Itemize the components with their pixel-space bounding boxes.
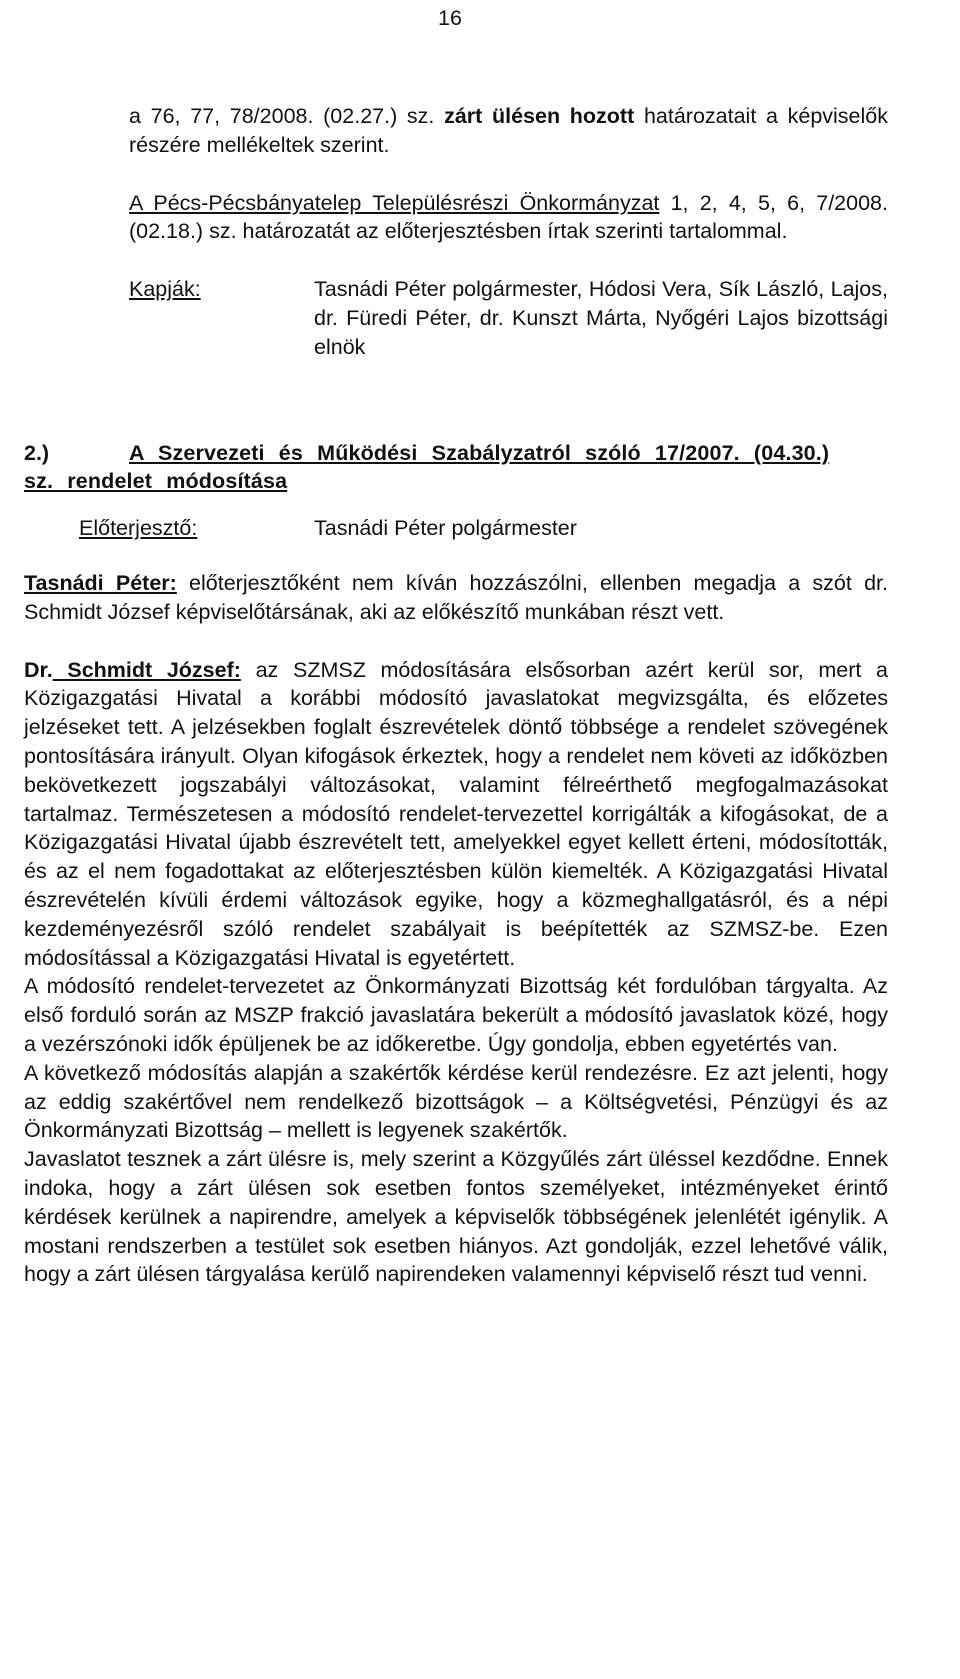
section-number: 2.)	[24, 440, 50, 465]
statement-schmidt	[24, 656, 888, 973]
section-title-line-2: sz. rendelet módosítása	[24, 469, 288, 494]
local-government-name: A Pécs-Pécsbányatelep Településrészi Önkormányzat	[129, 190, 660, 215]
closed-session-emphasis: zárt ülésen hozott	[444, 104, 635, 128]
statement-text: az SZMSZ módosítására elsősorban azért kerül sor, mert a Közigazgatási Hivatal a korábbi módosító javaslatokat megvizsgálta, és előzetes jelzéseket tett. A jelzésekben foglalt észrevételek döntő többsége a rendelet szövegének pontosítására irányult. Olyan kifogások érkeztek, hogy a rendelet nem követi az időközben bekövetkezett jogszabályi változásokat, valamint félreérthető megfogalmazásokat tartalmaz. Természetesen a módosító rendelet-tervezettel korrigálták a kifogásokat, de a Közigazgatási Hivatal újabb észrevételt tett, amelyekkel egyet kellett érteni, módosították, és az el nem fogadottakat az előterjesztésben külön kiemelték. A Közigazgatási Hivatal észrevételén kívüli érdemi változások egyike, hogy a közmeghallgatásról, és a népi kezdeményezésről szóló rendelet szabályait is beépítették az SZMSZ-be. Ezen módosítással a Közigazgatási Hivatal is egyetértett.	[24, 657, 888, 970]
document-body	[24, 102, 888, 1289]
statement-text: előterjesztőként nem kíván hozzászólni, ellenben megadja a szót dr. Schmidt József képviselőtársának, aki az előkészítő munkában részt vett.	[24, 570, 888, 624]
speaker-title: Dr.	[24, 657, 53, 682]
intro-paragraph-2	[129, 189, 888, 247]
intro-text: a 76, 77, 78/2008. (02.27.) sz.	[129, 104, 445, 128]
section-title-line-1: A Szervezeti és Működési Szabályzatról szóló 17/2007. (04.30.)	[129, 440, 830, 465]
intro-text-2: 1, 2, 4, 5, 6, 7/2008. (02.18.) sz. határozatát az előterjesztésben írtak szerinti tartalommal.	[129, 190, 888, 244]
presenter-row	[79, 514, 888, 543]
recipients-label: Kapják:	[129, 277, 201, 302]
intro-paragraph-1	[129, 102, 888, 160]
paragraph-1: A módosító rendelet-tervezetet az Önkormányzati Bizottság két fordulóban tárgyalta. Az első forduló során az MSZP frakció javaslatára bekerült a módosító javaslatok közé, hogy a vezérszónoki idők épüljenek be az időkeretbe. Úgy gondolja, ebben egyetértés van.	[24, 974, 888, 1056]
presenter-label: Előterjesztő:	[79, 516, 198, 541]
recipients-row	[129, 275, 888, 361]
presenter-value: Tasnádi Péter polgármester	[314, 516, 577, 541]
paragraph-2: A következő módosítás alapján a szakértők kérdése kerül rendezésre. Ez azt jelenti, hogy az eddig szakértővel nem rendelkező bizottságok – a Költségvetési, Pénzügyi és az Önkormányzati Bizottság – mellett is legyenek szakértők.	[24, 1060, 888, 1143]
recipients-value: Tasnádi Péter polgármester, Hódosi Vera, Sík László, Lajos, dr. Füredi Péter, dr. Kunszt Márta, Nyőgéri Lajos bizottsági elnök	[314, 277, 888, 359]
paragraph-3: Javaslatot tesznek a zárt ülésre is, mely szerint a Közgyűlés zárt üléssel kezdődne. Ennek indoka, hogy a zárt ülésen sok esetben fontos személyeket, intézményeket érintő kérdések kerülnek a napirendre, amelyek a képviselők többségének jelenlétét igénylik. A mostani rendszerben a testület sok esetben hiányos. Azt gondolják, ezzel lehetővé válik, hogy a zárt ülésen tárgyalása kerülő napirendeken valamennyi képviselő részt tud venni.	[24, 1147, 888, 1287]
speaker-name: Tasnádi Péter:	[24, 570, 177, 595]
speaker-name: Schmidt József:	[52, 657, 241, 682]
intro-text-cont: határozatait a képviselők részére mellékeltek szerint.	[129, 104, 888, 157]
page-number: 16	[438, 6, 462, 30]
statement-tasnadi	[24, 569, 888, 627]
section-heading	[24, 439, 888, 497]
